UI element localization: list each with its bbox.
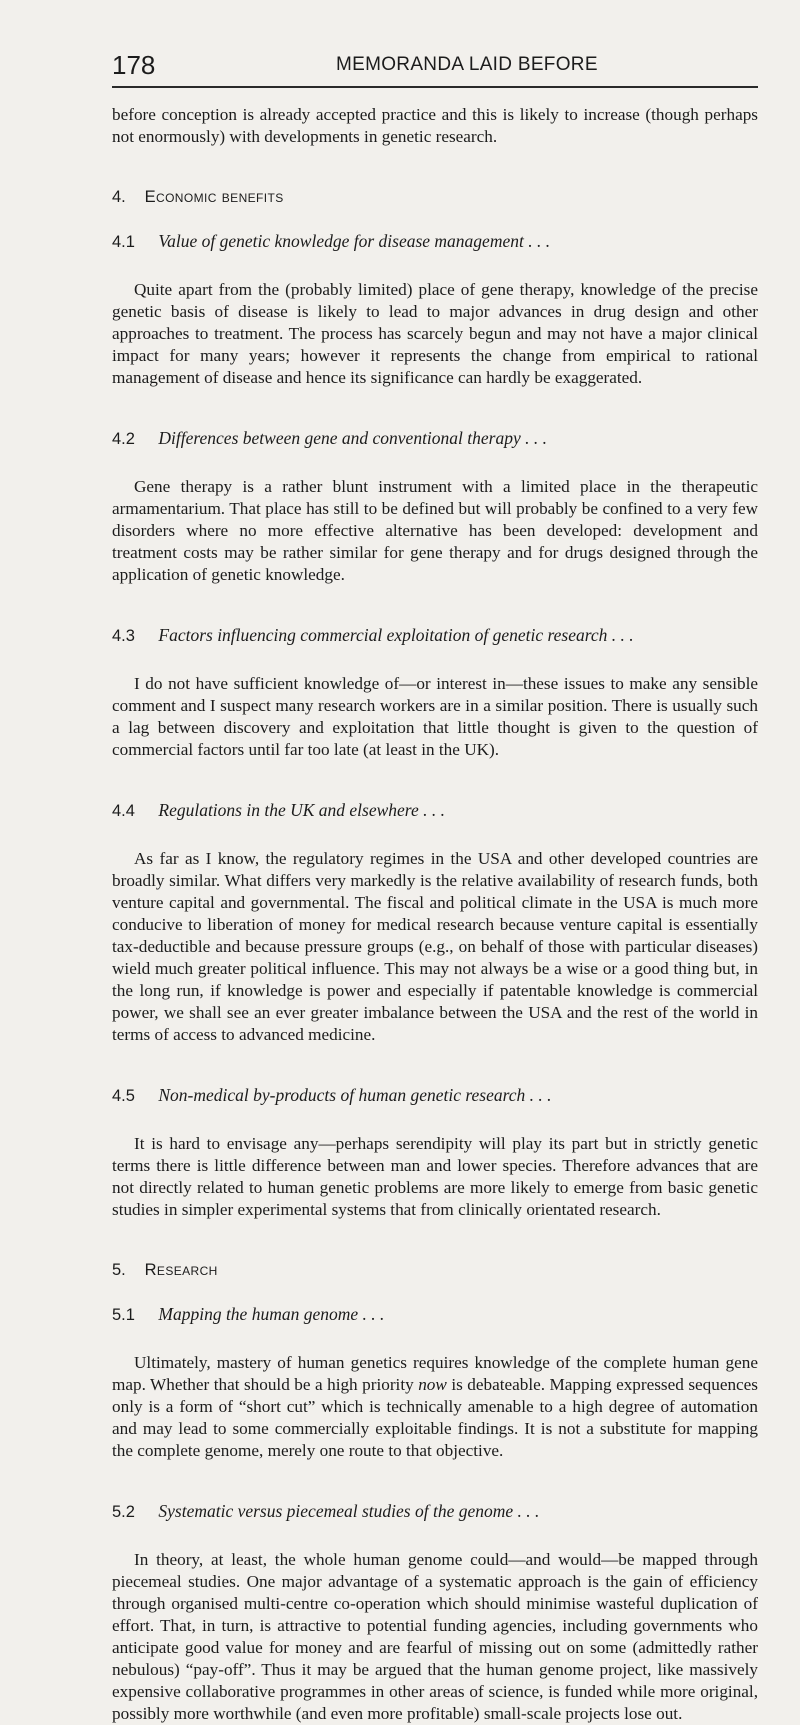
section-number: 4. (112, 188, 126, 206)
subsection-number: 5.2 (112, 1503, 135, 1521)
paragraph-5-1 (112, 1352, 758, 1462)
subsection-title: Differences between gene and conventional therapy . . . (158, 428, 547, 448)
page-body (112, 104, 758, 1725)
subsection-heading-4-4 (112, 799, 758, 822)
paragraph-4-2: Gene therapy is a rather blunt instrument with a limited place in the therapeutic armamentarium. That place has still to be defined but will probably be confined to a very few disorders where no more effective alternative has been developed: development and treatment costs may be rather similar for gene therapy and for drugs designed through the application of genetic knowledge. (112, 477, 758, 584)
subsection-title: Value of genetic knowledge for disease management . . . (158, 231, 551, 251)
paragraph-5-1-part-2: is debateable. Mapping expressed sequences only is a form of “short cut” which is technically amenable to a high degree of automation and may lead to some commercially exploitable findings. It is not a substitute for mapping the complete genome, merely one route to that objective. (112, 1375, 758, 1460)
section-heading-5 (112, 1259, 758, 1281)
subsection-number: 5.1 (112, 1306, 135, 1324)
paragraph-4-4: As far as I know, the regulatory regimes in the USA and other developed countries are broadly similar. What differs very markedly is the relative availability of research funds, both venture capital and governmental. The fiscal and political climate in the USA is much more conducive to liberation of money for medical research because venture capital is essentially tax-deductible and because pressure groups (e.g., on behalf of those with particular diseases) wield much greater political influence. This may not always be a wise or a good thing but, in the long run, if knowledge is power and especially if patentable knowledge is commercial power, we shall see an ever greater imbalance between the USA and the rest of the world in terms of access to advanced medicine. (112, 849, 758, 1044)
section-title: Research (144, 1261, 218, 1279)
subsection-number: 4.3 (112, 627, 135, 645)
emphasis-now: now (418, 1375, 447, 1394)
paragraph-4-1: Quite apart from the (probably limited) place of gene therapy, knowledge of the precise genetic basis of disease is likely to lead to major advances in drug design and other approaches to treatment. The process has scarcely begun and may not have a major clinical impact for many years; however it represents the change from empirical to rational management of disease and hence its significance can hardly be exaggerated. (112, 280, 758, 387)
section-heading-4 (112, 186, 758, 208)
subsection-number: 4.2 (112, 430, 135, 448)
running-title: MEMORANDA LAID BEFORE (336, 54, 598, 75)
subsection-title: Mapping the human genome . . . (158, 1304, 385, 1324)
subsection-heading-4-5 (112, 1084, 758, 1107)
subsection-heading-5-2 (112, 1500, 758, 1523)
section-title: Economic benefits (144, 188, 284, 206)
subsection-heading-4-3 (112, 624, 758, 647)
paragraph-5-1-part-1: Ultimately, mastery of human genetics requires knowledge of the complete human gene map. Whether that should be a high priority (112, 1353, 758, 1394)
subsection-title: Non-medical by-products of human genetic research . . . (158, 1085, 552, 1105)
subsection-number: 4.4 (112, 802, 135, 820)
running-header (112, 46, 758, 88)
paragraph-4-3: I do not have sufficient knowledge of—or interest in—these issues to make any sensible comment and I suspect many research workers are in a similar position. There is usually such a lag between discovery and exploitation that little thought is given to the question of commercial factors until far too late (at least in the UK). (112, 674, 758, 759)
subsection-title: Systematic versus piecemeal studies of the genome . . . (158, 1501, 540, 1521)
subsection-title: Factors influencing commercial exploitation of genetic research . . . (158, 625, 634, 645)
page-number: 178 (112, 50, 156, 80)
subsection-number: 4.1 (112, 233, 135, 251)
subsection-heading-4-2 (112, 427, 758, 450)
subsection-heading-4-1 (112, 230, 758, 253)
paragraph-5-2: In theory, at least, the whole human genome could—and would—be mapped through piecemeal studies. One major advantage of a systematic approach is the gain of efficiency through organised multi-centre co-operation which should minimise wasteful duplication of effort. That, in turn, is attractive to potential funding agencies, including governments who anticipate good value for money and are fearful of missing out on some (admittedly rather nebulous) “pay-off”. Thus it may be argued that the human genome project, like massively expensive collaborative programmes in other areas of science, is funded while more original, possibly more worthwhile (and even more profitable) small-scale projects lose out. (112, 1550, 758, 1723)
subsection-number: 4.5 (112, 1087, 135, 1105)
section-number: 5. (112, 1261, 126, 1279)
intro-paragraph: before conception is already accepted practice and this is likely to increase (though perhaps not enormously) with developments in genetic research. (112, 105, 758, 146)
subsection-heading-5-1 (112, 1303, 758, 1326)
subsection-title: Regulations in the UK and elsewhere . . . (158, 800, 445, 820)
paragraph-4-5: It is hard to envisage any—perhaps serendipity will play its part but in strictly genetic terms there is little difference between man and lower species. Therefore advances that are not directly related to human genetic problems are more likely to emerge from basic genetic studies in simpler experimental systems that from clinically orientated research. (112, 1134, 758, 1219)
